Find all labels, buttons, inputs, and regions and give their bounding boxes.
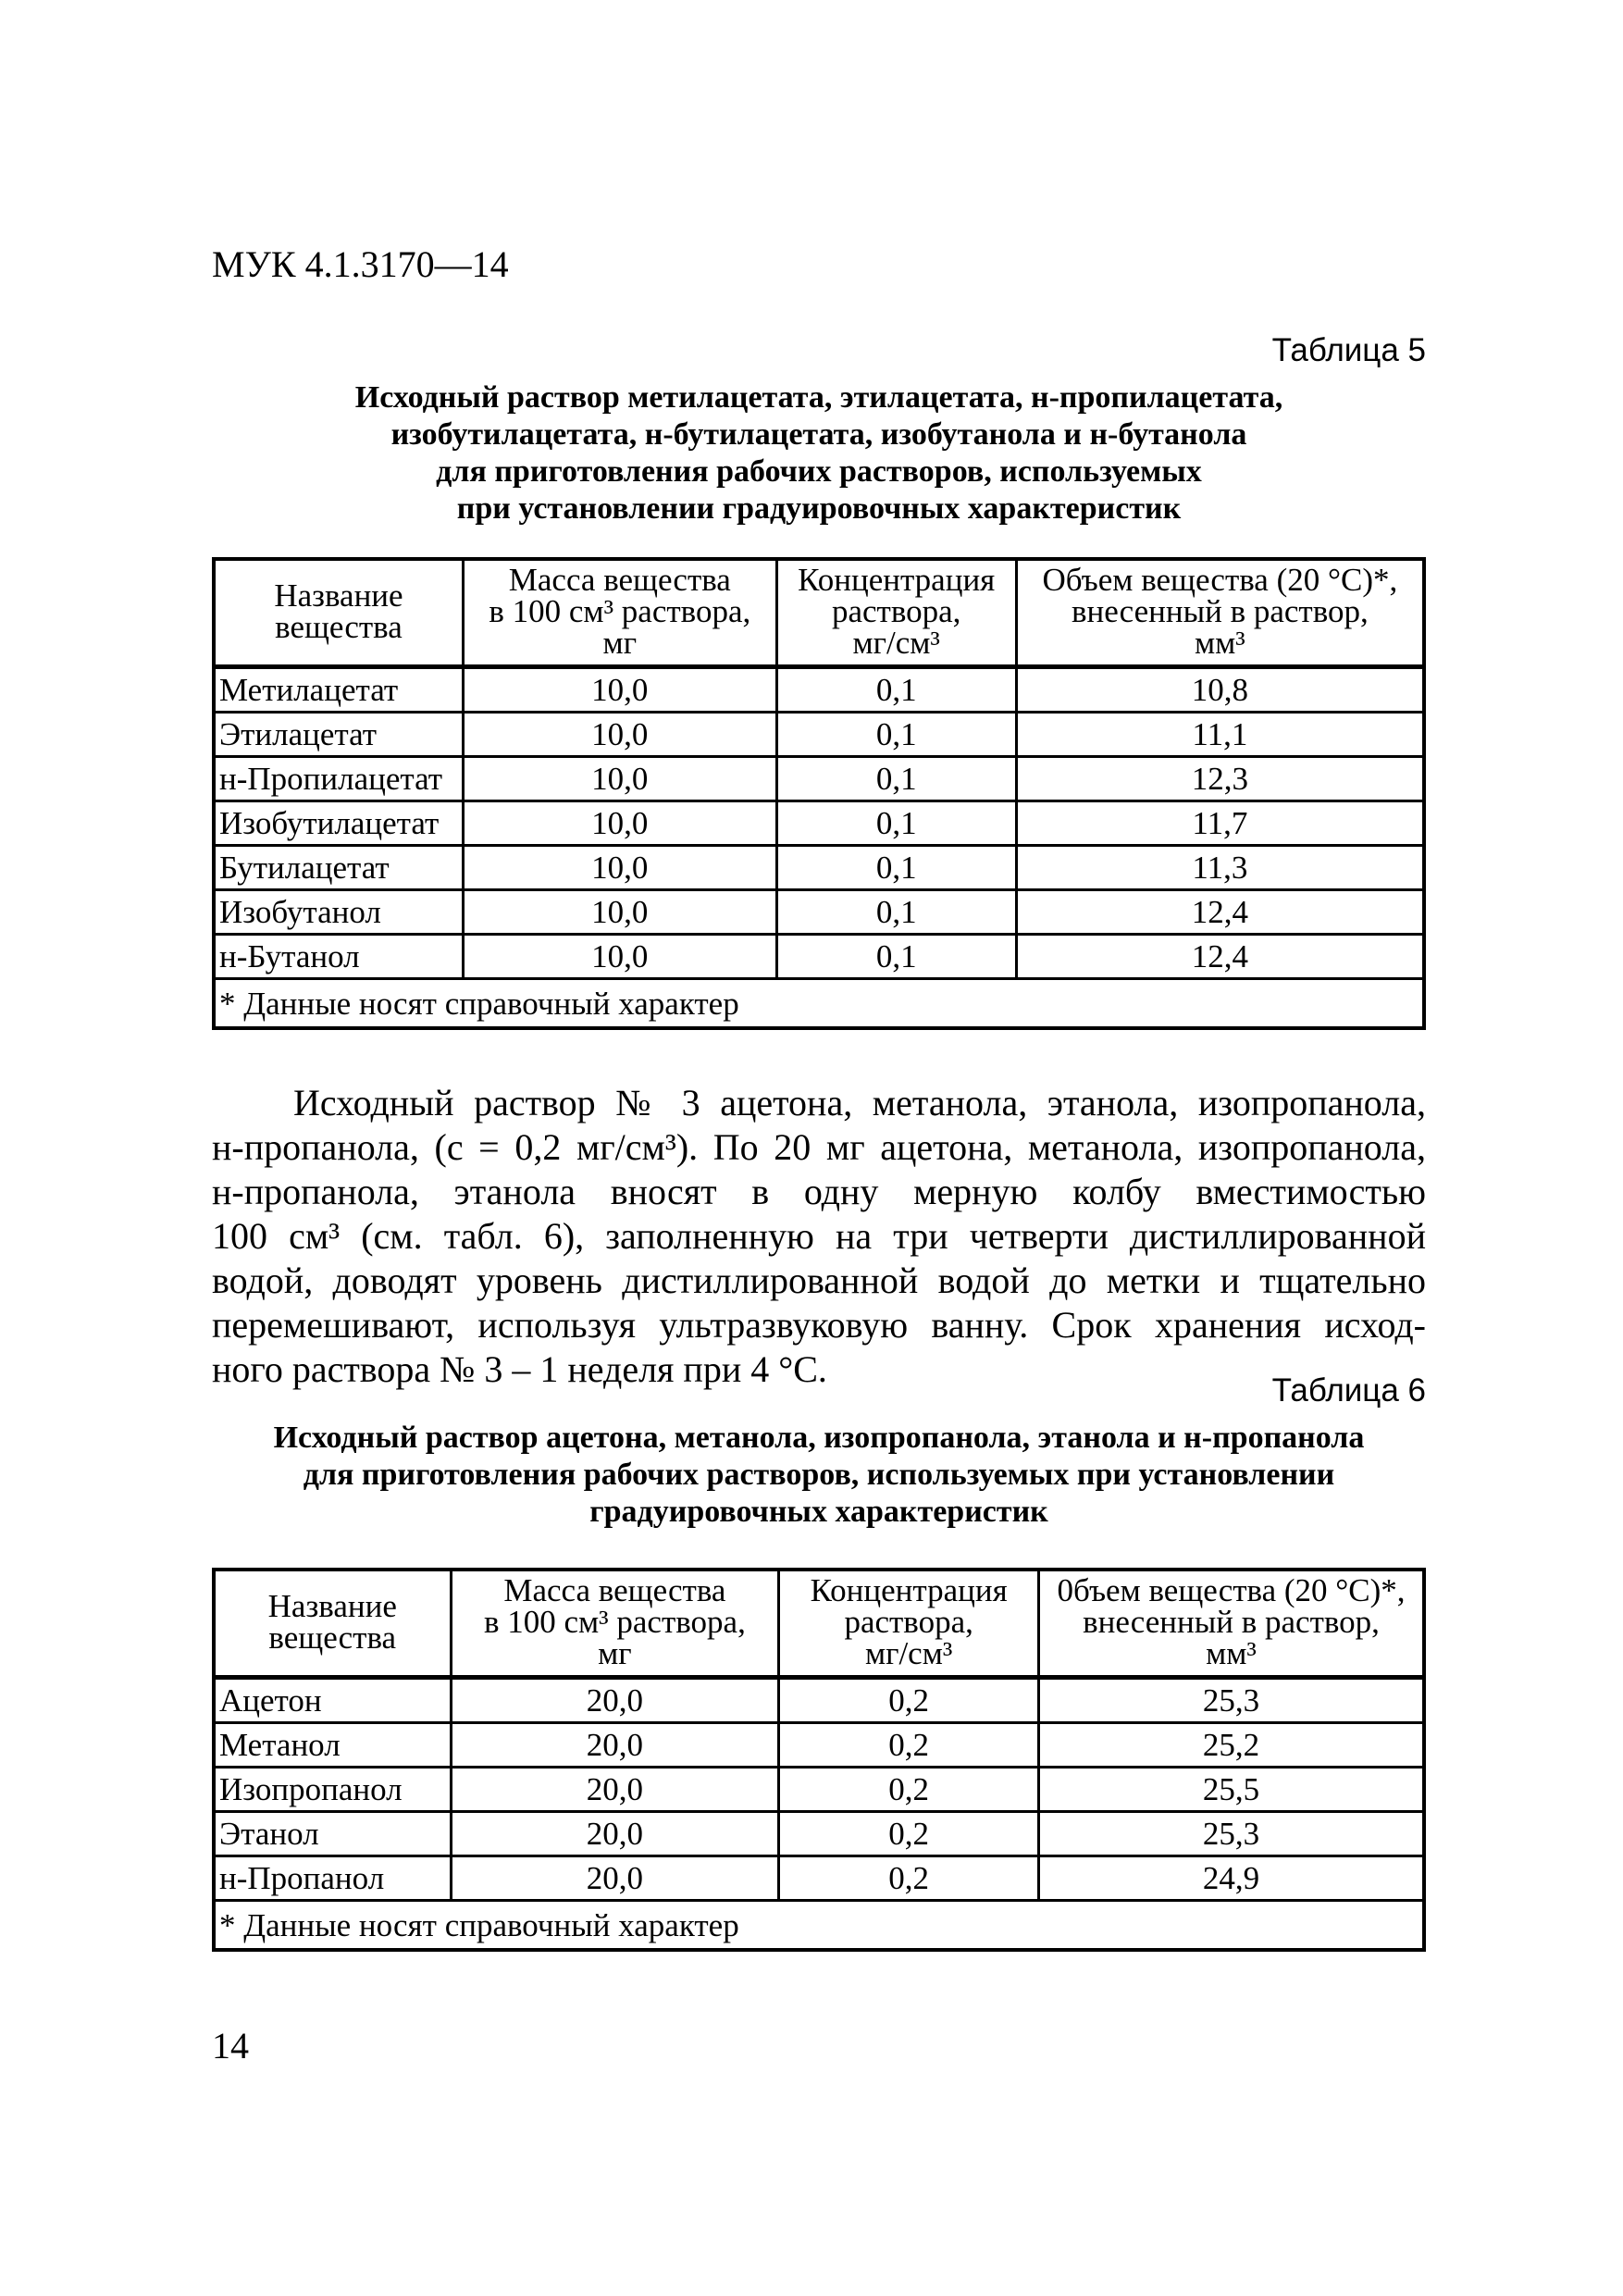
table-5-title-line: для приготовления рабочих растворов, используемых [436,454,1202,489]
cell-concentration: 0,2 [779,1678,1039,1723]
table-row [214,713,1424,757]
cell-substance: Изобутилацетат [214,801,463,846]
cell-mass: 20,0 [451,1812,779,1856]
document-code: МУК 4.1.3170—14 [212,243,509,285]
table-6-title-line: Исходный раствор ацетона, метанола, изопропанола, этанола и н-пропанола [273,1421,1365,1455]
paragraph-line: 100 см³ (см. табл. 6), заполненную на три четверти дистиллированной [212,1215,1426,1257]
column-header-concentration: Концентрация раствора, мг/см³ [779,1570,1039,1678]
cell-mass: 20,0 [451,1723,779,1768]
cell-concentration: 0,2 [779,1812,1039,1856]
cell-substance: н-Пропилацетат [214,757,463,801]
column-header-mass: Масса вещества в 100 см³ раствора, мг [463,559,776,667]
cell-concentration: 0,2 [779,1856,1039,1901]
cell-substance: Метанол [214,1723,451,1768]
table-footnote-row [214,1901,1424,1951]
cell-mass: 10,0 [463,935,776,979]
cell-mass: 20,0 [451,1678,779,1723]
table-5-title-line: при установлении градуировочных характеристик [456,491,1182,526]
table-header-row [214,1570,1424,1678]
cell-volume: 25,3 [1039,1812,1424,1856]
cell-volume: 11,3 [1016,846,1424,890]
column-header-volume: Объем вещества (20 °С)*, внесенный в раствор, мм³ [1016,559,1424,667]
cell-substance: Ацетон [214,1678,451,1723]
table-row [214,1678,1424,1723]
table-6-title [212,1420,1426,1531]
cell-volume: 25,2 [1039,1723,1424,1768]
cell-mass: 10,0 [463,667,776,713]
cell-concentration: 0,1 [776,846,1016,890]
cell-concentration: 0,2 [779,1768,1039,1812]
cell-volume: 24,9 [1039,1856,1424,1901]
paragraph-line: н-пропанола, (с = 0,2 мг/см³). По 20 мг ацетона, метанола, изопропанола, [212,1126,1426,1168]
table-footnote-row [214,979,1424,1029]
table-row [214,1812,1424,1856]
table-row [214,667,1424,713]
table-row [214,935,1424,979]
cell-concentration: 0,1 [776,801,1016,846]
page-number: 14 [212,2025,249,2066]
table-5-label: Таблица 5 [1271,332,1426,368]
cell-volume: 10,8 [1016,667,1424,713]
paragraph-line: н-пропанола, этанола вносят в одну мерную колбу вместимостью [212,1171,1426,1212]
cell-concentration: 0,1 [776,935,1016,979]
column-header-concentration: Концентрация раствора, мг/см³ [776,559,1016,667]
table-row [214,757,1424,801]
table-row [214,846,1424,890]
cell-concentration: 0,1 [776,757,1016,801]
cell-substance: Этилацетат [214,713,463,757]
cell-mass: 10,0 [463,757,776,801]
cell-mass: 10,0 [463,801,776,846]
table-header-row [214,559,1424,667]
table-6-title-line: градуировочных характеристик [589,1495,1048,1529]
cell-mass: 20,0 [451,1856,779,1901]
cell-mass: 10,0 [463,846,776,890]
column-header-volume: 0бъем вещества (20 °С)*, внесенный в раствор, мм³ [1039,1570,1424,1678]
cell-volume: 25,3 [1039,1678,1424,1723]
body-paragraph [212,1081,1426,1392]
table-5-title-line: Исходный раствор метилацетата, этилацетата, н-пропилацетата, [354,380,1283,415]
cell-substance: н-Пропанол [214,1856,451,1901]
column-header-mass: Масса вещества в 100 см³ раствора, мг [451,1570,779,1678]
column-header-substance: Название вещества [214,559,463,667]
table-5 [212,557,1426,1030]
cell-concentration: 0,1 [776,890,1016,935]
cell-substance: Изопропанол [214,1768,451,1812]
cell-mass: 20,0 [451,1768,779,1812]
table-row [214,1723,1424,1768]
cell-volume: 12,3 [1016,757,1424,801]
paragraph-line: Исходный раствор № 3 ацетона, метанола, этанола, изопропанола, [293,1082,1426,1123]
table-6-label: Таблица 6 [1271,1372,1426,1409]
cell-substance: Бутилацетат [214,846,463,890]
paragraph-line: перемешивают, используя ультразвуковую ванну. Срок хранения исход- [212,1304,1426,1346]
table-6-title-line: для приготовления рабочих растворов, используемых при установлении [303,1458,1335,1492]
cell-volume: 12,4 [1016,935,1424,979]
cell-substance: Метилацетат [214,667,463,713]
table-footnote: * Данные носят справочный характер [214,1901,1424,1951]
table-footnote: * Данные носят справочный характер [214,979,1424,1029]
cell-volume: 25,5 [1039,1768,1424,1812]
table-row [214,890,1424,935]
paragraph-line: водой, доводят уровень дистиллированной водой до метки и тщательно [212,1260,1426,1301]
table-5-title [212,379,1426,527]
column-header-substance: Название вещества [214,1570,451,1678]
table-5-title-line: изобутилацетата, н-бутилацетата, изобутанола и н-бутанола [390,417,1247,452]
cell-substance: Этанол [214,1812,451,1856]
paragraph-line: ного раствора № 3 – 1 неделя при 4 °С. [212,1348,827,1390]
cell-concentration: 0,2 [779,1723,1039,1768]
cell-concentration: 0,1 [776,713,1016,757]
table-row [214,1856,1424,1901]
cell-concentration: 0,1 [776,667,1016,713]
table-6 [212,1568,1426,1952]
cell-mass: 10,0 [463,713,776,757]
cell-volume: 11,7 [1016,801,1424,846]
cell-volume: 11,1 [1016,713,1424,757]
cell-substance: Изобутанол [214,890,463,935]
table-row [214,801,1424,846]
cell-mass: 10,0 [463,890,776,935]
table-row [214,1768,1424,1812]
cell-substance: н-Бутанол [214,935,463,979]
cell-volume: 12,4 [1016,890,1424,935]
